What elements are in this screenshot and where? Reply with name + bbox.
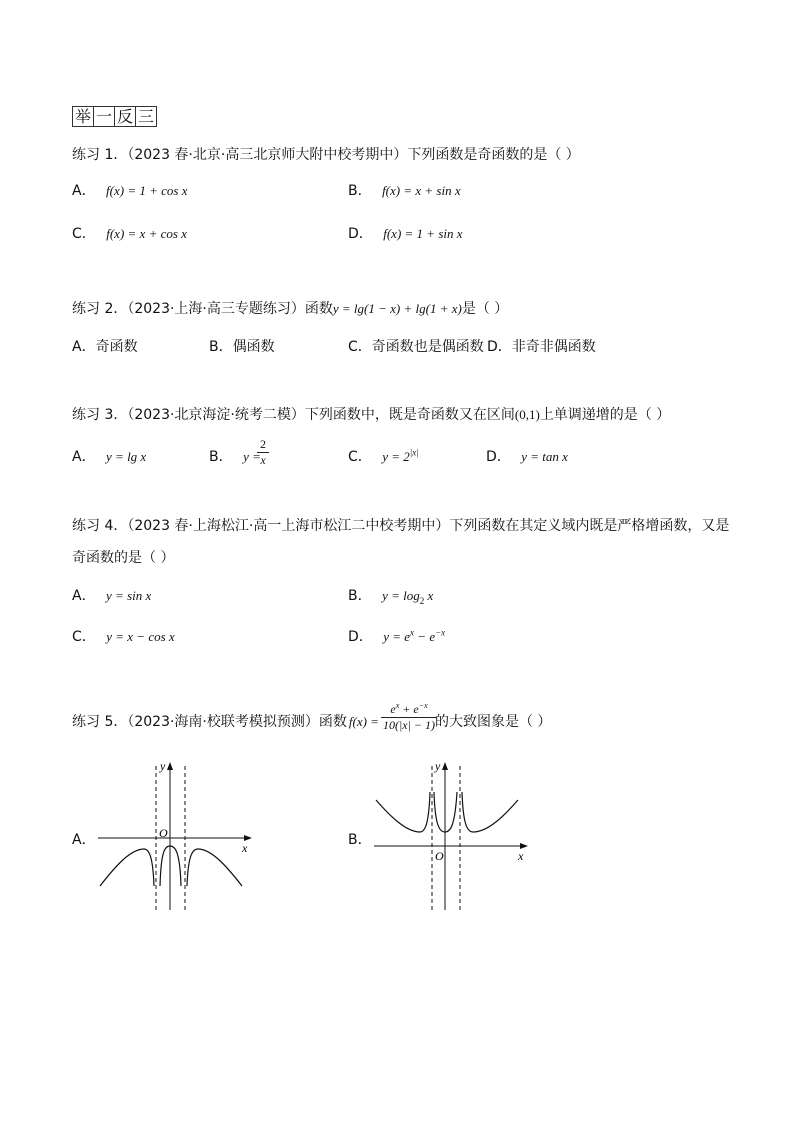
q2-stem-after: 是（ ） <box>461 301 509 317</box>
q3-option-b <box>209 446 261 466</box>
tag-char: 三 <box>135 106 157 127</box>
q5-option-a-letter: A． <box>72 832 96 848</box>
option-subscript: 2 <box>419 595 425 606</box>
option-letter: D． <box>348 629 373 645</box>
option-letter: C． <box>348 449 372 465</box>
fraction-numerator: e <box>390 702 396 716</box>
q2-expr: y = lg(1 − x) + lg(1 + x) <box>332 301 462 316</box>
q3-stem-before: 练习 3．（2023·北京海淀·统考二模）下列函数中，既是奇函数又在区间 <box>72 407 515 423</box>
q3-option-a <box>72 446 146 466</box>
y-axis-label: y <box>435 759 441 773</box>
q3-option-c <box>348 446 419 466</box>
option-expr: y = x − cos x <box>106 629 175 644</box>
section-tag <box>72 106 156 127</box>
q2-option-a: A．奇函数 <box>72 339 138 355</box>
q1-option-a <box>72 180 187 200</box>
option-expr: y = log <box>382 588 420 603</box>
q5-fraction <box>381 701 437 733</box>
option-letter: B． <box>348 588 372 604</box>
option-letter: B． <box>209 449 233 465</box>
q3-stem-after: 上单调递增的是（ ） <box>539 407 671 423</box>
fraction-numerator: 2 <box>260 437 266 451</box>
q3-stem <box>72 404 670 424</box>
origin-label: O <box>435 849 444 863</box>
q5-graph-a <box>92 758 257 913</box>
q1-option-b <box>348 180 461 200</box>
q2-option-d: D．非奇非偶函数 <box>487 339 596 355</box>
fraction-denominator: 10(|x| − 1) <box>382 718 435 732</box>
option-letter: C． <box>72 629 96 645</box>
option-expr: f(x) = x + sin x <box>382 183 461 198</box>
q5-option-b-letter: B． <box>348 832 372 848</box>
option-letter: A． <box>72 588 96 604</box>
q3-b-fraction <box>257 437 269 468</box>
tag-char: 反 <box>114 106 136 127</box>
option-letter: D． <box>348 226 373 242</box>
option-exponent: |x| <box>409 447 419 458</box>
option-exponent: x <box>410 627 415 638</box>
numerator-exponent: x <box>395 701 400 710</box>
option-expr: y = sin x <box>106 588 152 603</box>
q3-option-d <box>486 446 568 466</box>
origin-label: O <box>159 826 168 840</box>
q1-option-d <box>348 223 463 243</box>
q4-stem-line1: 练习 4．（2023 春·上海松江·高一上海市松江二中校考期中）下列函数在其定义域内既是严格增函数，又是 <box>72 518 730 534</box>
tag-char: 一 <box>93 106 115 127</box>
option-expr: y = 2 <box>382 449 410 464</box>
curve-right <box>462 792 518 832</box>
option-expr: f(x) = 1 + sin x <box>383 226 463 241</box>
y-axis-arrow <box>167 762 173 770</box>
q4-stem-line2: 奇函数的是（ ） <box>72 550 175 566</box>
y-axis-arrow <box>442 762 448 770</box>
q4-option-d <box>348 626 445 646</box>
option-exponent: −x <box>435 627 446 638</box>
option-letter: C． <box>72 226 96 242</box>
q2-stem-before: 练习 2．（2023·上海·高三专题练习）函数 <box>72 301 333 317</box>
option-expr: f(x) = 1 + cos x <box>106 183 188 198</box>
option-expr: y = e <box>383 629 411 644</box>
option-expr: f(x) = x + cos x <box>106 226 187 241</box>
tag-char: 举 <box>72 106 94 127</box>
q5-stem <box>72 711 551 731</box>
option-expr-mid: − e <box>414 629 436 644</box>
q1-option-c <box>72 223 187 243</box>
option-letter: D． <box>486 449 511 465</box>
option-expr: y = tan x <box>521 449 568 464</box>
q3-interval: (0,1) <box>514 407 540 422</box>
q1-stem: 练习 1．（2023 春·北京·高三北京师大附中校考期中）下列函数是奇函数的是（ ） <box>72 147 580 163</box>
q2-option-b: B．偶函数 <box>209 339 275 355</box>
curve-left <box>100 849 154 886</box>
x-axis-label: x <box>242 841 248 855</box>
option-expr-tail: x <box>424 588 434 603</box>
q4-option-a <box>72 585 151 605</box>
curve-left <box>376 792 430 832</box>
q2-option-c: C．奇函数也是偶函数 <box>348 339 484 355</box>
option-expr: y = lg x <box>106 449 147 464</box>
q5-fx: f(x) = <box>348 714 379 729</box>
q4-option-c <box>72 626 175 646</box>
option-letter: A． <box>72 183 96 199</box>
q2-stem <box>72 298 508 318</box>
numerator-exponent: −x <box>418 701 428 710</box>
q5-stem-after: 的大致图象是（ ） <box>434 714 552 730</box>
curve-right <box>187 849 242 886</box>
fraction-denominator: x <box>257 452 269 468</box>
option-expr: y = <box>243 449 261 464</box>
option-letter: B． <box>348 183 372 199</box>
q5-graph-b <box>368 758 533 913</box>
q4-option-b <box>348 585 433 606</box>
option-letter: A． <box>72 449 96 465</box>
q5-stem-before: 练习 5．（2023·海南·校联考模拟预测）函数 <box>72 714 347 730</box>
numerator-mid: + e <box>399 702 419 716</box>
x-axis-label: x <box>518 849 524 863</box>
y-axis-label: y <box>160 759 166 773</box>
